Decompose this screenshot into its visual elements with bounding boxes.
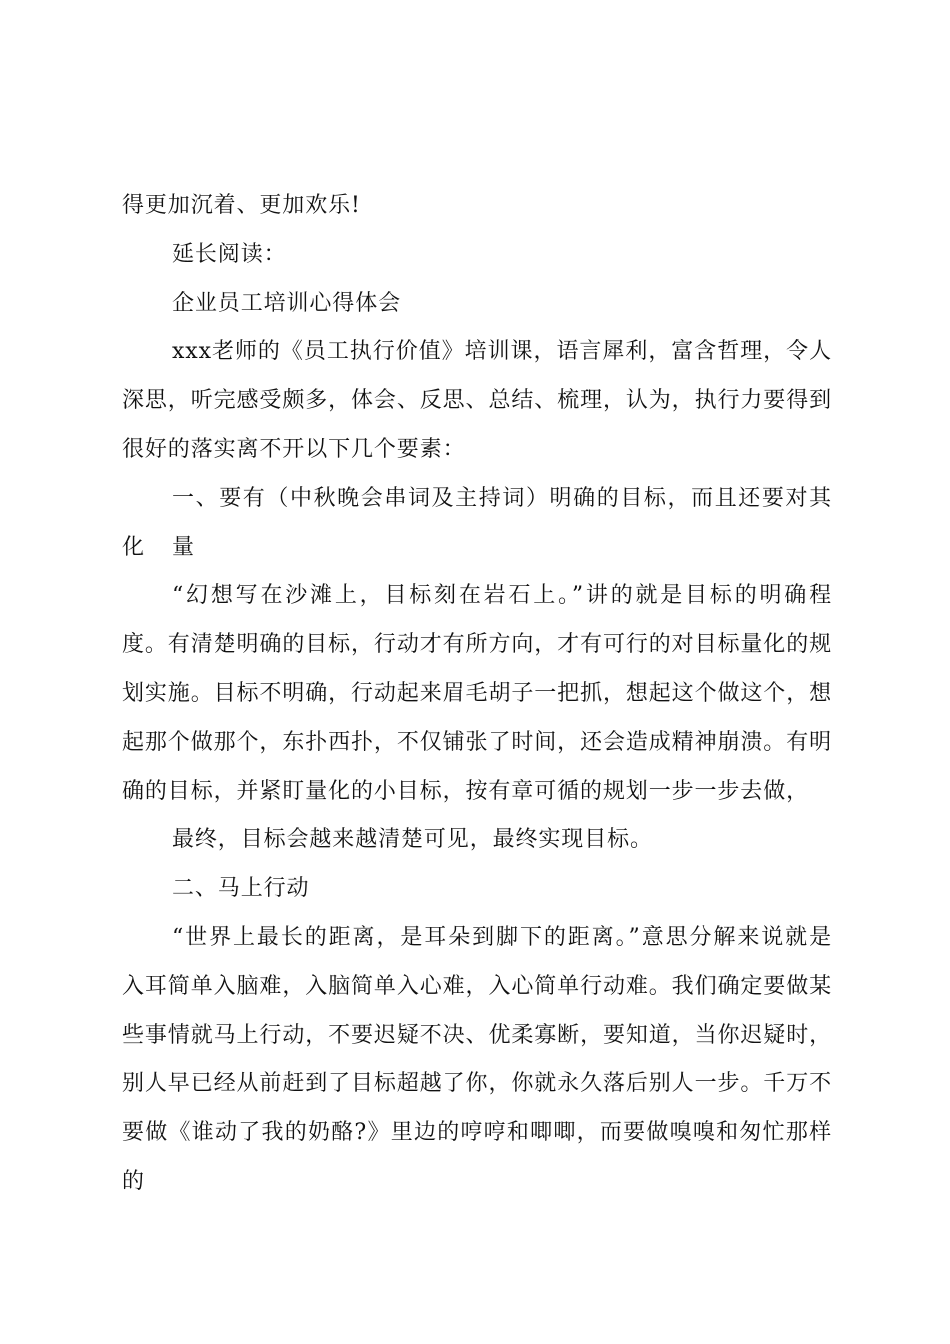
- text-line: “世界上最长的距离，是耳朵到脚下的距离。”意思分解来说就是: [172, 924, 832, 950]
- point-heading: 一、要有（中秋晚会串词及主持词）明确的目标，而且还要对其量: [172, 485, 832, 560]
- text-line: 要做《谁动了我的奶酪?》里边的哼哼和唧唧，而要做嗅嗅和匆忙那样的: [122, 1120, 832, 1194]
- text-line: 深思，听完感受颇多，体会、反思、总结、梳理，认为，执行力要得到: [122, 388, 832, 414]
- text-line: 别人早已经从前赶到了目标超越了你，你就永久落后别人一步。千万不: [122, 1071, 832, 1097]
- text-line: 很好的落实离不开以下几个要素：: [122, 436, 466, 462]
- text-line: 得更加沉着、更加欢乐!: [122, 193, 361, 218]
- text-line: 确的目标，并紧盯量化的小目标，按有章可循的规划一步一步去做，: [122, 778, 810, 804]
- document-body: [122, 182, 832, 1194]
- text-line: 些事情就马上行动，不要迟疑不决、优柔寡断，要知道，当你迟疑时，: [122, 1022, 832, 1048]
- text-line: 最终，目标会越来越清楚可见，最终实现目标。: [172, 827, 653, 853]
- text-line: 入耳简单入脑难，入脑简单入心难，入心简单行动难。我们确定要做某: [122, 973, 832, 999]
- text-line: 度。有清楚明确的目标，行动才有所方向，才有可行的对目标量化的规: [122, 632, 832, 658]
- text-line: 延长阅读：: [172, 241, 287, 267]
- text-line: 起那个做那个，东扑西扑，不仅铺张了时间，还会造成精神崩溃。有明: [122, 729, 832, 755]
- text-line: xxx老师的《员工执行价值》培训课，语言犀利，富含哲理，令人: [172, 339, 832, 365]
- text-line: 划实施。目标不明确，行动起来眉毛胡子一把抓，想起这个做这个，想: [122, 680, 832, 706]
- text-line: “幻想写在沙滩上，目标刻在岩石上。”讲的就是目标的明确程: [172, 583, 832, 609]
- section-heading: 企业员工培训心得体会: [172, 290, 402, 316]
- point-heading: 二、马上行动: [172, 876, 310, 902]
- text-line: 化: [122, 534, 145, 560]
